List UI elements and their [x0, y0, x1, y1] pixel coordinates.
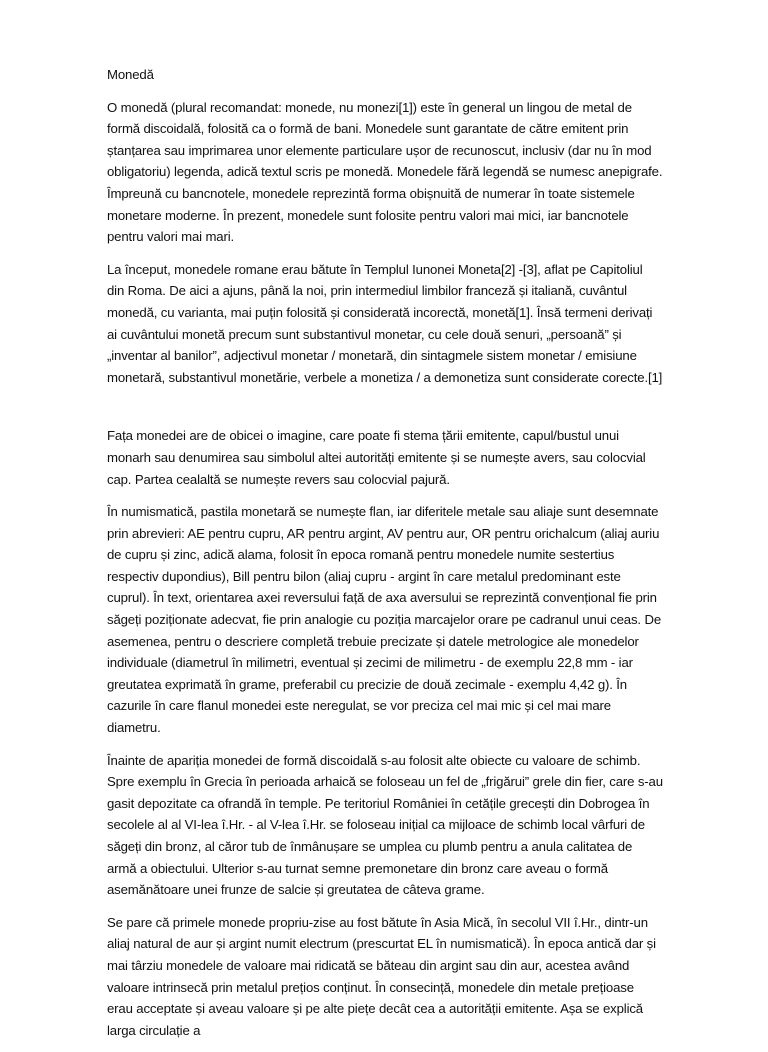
document-title: Monedă: [107, 67, 154, 82]
paragraph-spacer: [107, 399, 663, 425]
paragraph-obverse-reverse: Fața monedei are de obicei o imagine, care poate fi stema țării emitente, capul/bustul unui monarh sau denumirea sau simbolul altei autorități emitente și se numește avers, sau colocvial cap. Partea cealaltă se numește revers sau colocvial pajură.: [107, 428, 646, 487]
document-page: [107, 64, 663, 1052]
paragraph-definition: O monedă (plural recomandat: monede, nu monezi[1]) este în general un lingou de metal de formă discoidală, folosită ca o formă de bani. Monedele sunt garantate de către emitent prin ștanțarea sau imprimarea unor elemente particulare ușor de recunoscut, inclusiv (dar nu în mod obligatoriu) legenda, adică textul scris pe monedă. Monedele fără legendă se numesc anepigrafe. Împreună cu bancnotele, monedele reprezintă forma obișnuită de numerar în toate sistemele monetare moderne. În prezent, monedele sunt folosite pentru valori mai mici, iar bancnotele pentru valori mai mari.: [107, 99, 663, 245]
paragraph-etymology: La început, monedele romane erau bătute în Templul Iunonei Moneta[2] -[3], aflat pe Capitoliul din Roma. De aici a ajuns, până la noi, prin intermediul limbilor franceză și italiană, cuvântul monedă, cu varianta, mai puțin folosită și considerată incorectă, monetă[1]. Însă termeni derivați ai cuvântului monetă precum sunt substantivul monetar, cu cele două senuri, „persoană” și „inventar al banilor”, adjectivul monetar / monetară, din sintagmele sistem monetar / emisiune monetară, substantivul monetărie, verbele a monetiza / a demonetiza sunt considerate corecte.[1]: [107, 261, 663, 385]
paragraph-numismatics: În numismatică, pastila monetară se numește flan, iar diferitele metale sau aliaje sunt desemnate prin abrevieri: AE pentru cupru, AR pentru argint, AV pentru aur, OR pentru orichalcum (aliaj auriu de cupru și zinc, adică alama, folosit în epoca romană pentru monedele numite sestertius respectiv dupondius), Bill pentru bilon (aliaj cupru - argint în care metalul predominant este cuprul). În text, orientarea axei reversului față de axa aversului se reprezintă convențional fie prin săgeți poziționate adecvat, fie prin analogie cu poziția marcajelor orare pe cadranul unui ceas. De asemenea, pentru o descriere completă trebuie precizate și datele metrologice ale monedelor individuale (diametrul în milimetri, eventual și zecimi de milimetru - de exemplu 22,8 mm - iar greutatea exprimată în grame, preferabil cu precizie de două zecimale - exemplu 4,42 g). În cazurile în care flanul monedei este neregulat, se vor preciza cel mai mic și cel mai mare diametru.: [107, 504, 662, 736]
paragraph-first-coins: Se pare că primele monede propriu-zise au fost bătute în Asia Mică, în secolul VII î.Hr., dintr-un aliaj natural de aur și argint numit electrum (prescurtat EL în numismatică). În epoca antică dar și mai târziu monedele de valoare mai ridicată se băteau din argint sau din aur, acestea având valoare intrinsecă prin metalul prețios conținut. În consecință, monedele din metale prețioase erau acceptate și aveau valoare și pe alte piețe decât cea a autorității emitente. Așa se explică larga circulație a: [107, 914, 656, 1038]
paragraph-premonetary: Înainte de apariția monedei de formă discoidală s-au folosit alte obiecte cu valoare de schimb. Spre exemplu în Grecia în perioada arhaică se foloseau un fel de „frigărui” grele din fier, care s-au gasit depozitate ca ofrandă în temple. Pe teritoriul României în cetățile grecești din Dobrogea în secolele al al VI-lea î.Hr. - al V-lea î.Hr. se foloseau inițial ca mijloace de schimb local vârfuri de săgeți din bronz, al căror tub de înmânușare se umplea cu plumb pentru a anula calitatea de armă a obiectului. Ulterior s-au turnat semne premonetare din bronz care aveau o formă asemănătoare unei frunze de salcie și greutatea de câteva grame.: [107, 752, 663, 898]
